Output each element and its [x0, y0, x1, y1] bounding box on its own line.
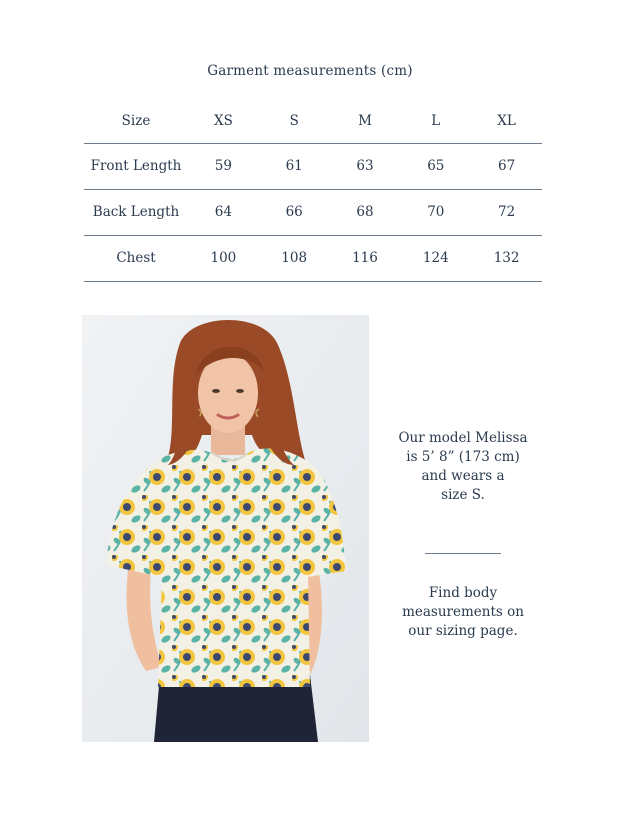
model-photo [82, 315, 369, 742]
header-size: Size [121, 113, 151, 130]
table-cell: 61 [285, 158, 303, 174]
measurements-table [84, 100, 542, 282]
sizing-link-line: our sizing page. [408, 623, 518, 639]
sizing-page-link[interactable] [382, 584, 544, 641]
table-cell: 64 [214, 204, 232, 220]
table-row [84, 235, 542, 281]
table-cell: 65 [427, 158, 445, 174]
table-cell: 100 [210, 250, 237, 266]
sizing-link-line: measurements on [402, 604, 524, 620]
table-cell: 132 [493, 250, 520, 266]
model-info [382, 429, 544, 505]
table-cell: 70 [427, 204, 445, 220]
divider [425, 553, 501, 554]
model-info-line: is 5’ 8” (173 cm) [406, 449, 520, 465]
model-info-line: and wears a [421, 468, 505, 484]
model-info-line: Our model Melissa [398, 430, 528, 446]
table-cell: 67 [498, 158, 516, 174]
header-m: M [358, 113, 372, 130]
row-label: Chest [116, 250, 156, 266]
table-cell: 108 [281, 250, 308, 266]
table-cell: 66 [285, 204, 303, 220]
table-cell: 72 [498, 204, 516, 220]
table-row [84, 189, 542, 235]
table-cell: 68 [356, 204, 374, 220]
header-l: L [431, 113, 441, 130]
table-cell: 124 [422, 250, 449, 266]
table-cell: 116 [352, 250, 378, 266]
row-label: Back Length [92, 204, 180, 220]
table-row [84, 143, 542, 189]
header-xs: XS [213, 113, 233, 130]
row-label: Front Length [90, 158, 182, 174]
header-s: S [289, 113, 299, 130]
header-xl: XL [497, 113, 516, 130]
table-header-row [84, 100, 542, 143]
table-title: Garment measurements (cm) [207, 63, 413, 79]
sizing-link-line: Find body [428, 585, 498, 601]
table-cell: 59 [214, 158, 232, 174]
model-info-line: size S. [441, 487, 485, 503]
table-cell: 63 [356, 158, 374, 174]
